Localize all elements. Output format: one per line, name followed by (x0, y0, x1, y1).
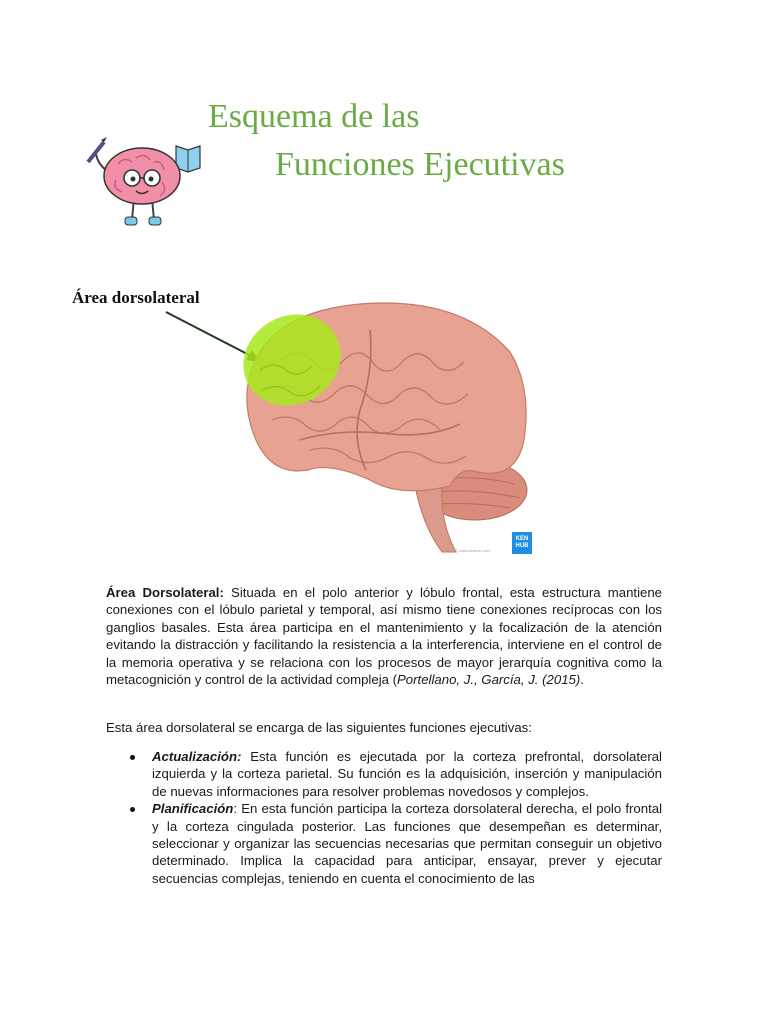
paragraph-dorsolateral (106, 584, 662, 688)
list-item-term: Planificación (152, 801, 234, 817)
logo-text-bottom: HUB (515, 543, 529, 549)
page-title-line-2: Funciones Ejecutivas (275, 146, 565, 183)
kenhub-logo (512, 532, 532, 554)
brain-illustration (160, 290, 580, 565)
image-copyright: © www.kenhub.com (455, 548, 491, 553)
citation: Portellano, J., García, J. (2015) (397, 672, 581, 688)
list-item-body: Esta función es ejecutada por la corteza prefrontal, dorsolateral izquierda y la corteza parietal. Su función es la adquisición, inserción y manipulación de nuevas informaciones para resolver problemas novedosos y complejos. (152, 749, 662, 799)
brain-mascot-illustration (76, 128, 208, 238)
list-item (106, 748, 662, 800)
list-item-body: : En esta función participa la corteza dorsolateral derecha, el polo frontal y la corteza cingulada posterior. Las funciones que desempeñan es determinar, seleccionar y organizar las secuencias necesarias que permitan conseguir un objetivo determinado. Implica la capacidad para anticipar, ensayar, prever y ejecutar secuencias complejas, teniendo en cuenta el conocimiento de las (152, 801, 662, 886)
page-title-line-1: Esquema de las (208, 98, 420, 135)
paragraph-body: Situada en el polo anterior y lóbulo frontal, esta estructura mantiene conexiones con el lóbulo parietal y temporal, así mismo tiene conexiones recíprocas con los ganglios basales. Esta área participa en el mantenimiento y la focalización de la atención evitando la distracción y facilitando la resistencia a la interferencia, interviene en el control de la memoria operativa y se relaciona con los procesos de mayor jerarquía cognitiva como la metacognición y control de la actividad compleja ( (106, 585, 663, 688)
list-item (106, 800, 662, 887)
paragraph-term: Área Dorsolateral: (106, 585, 224, 600)
list-item-term: Actualización: (152, 749, 242, 764)
logo-text-top: KEN (515, 536, 529, 542)
brain-area-label: Área dorsolateral (72, 288, 200, 307)
paragraph-end: . (580, 672, 584, 688)
executive-functions-list (106, 748, 662, 887)
bullet-dot (130, 807, 135, 812)
bullet-dot (130, 755, 135, 760)
paragraph-intro-functions: Esta área dorsolateral se encarga de las siguientes funciones ejecutivas: (106, 720, 532, 735)
